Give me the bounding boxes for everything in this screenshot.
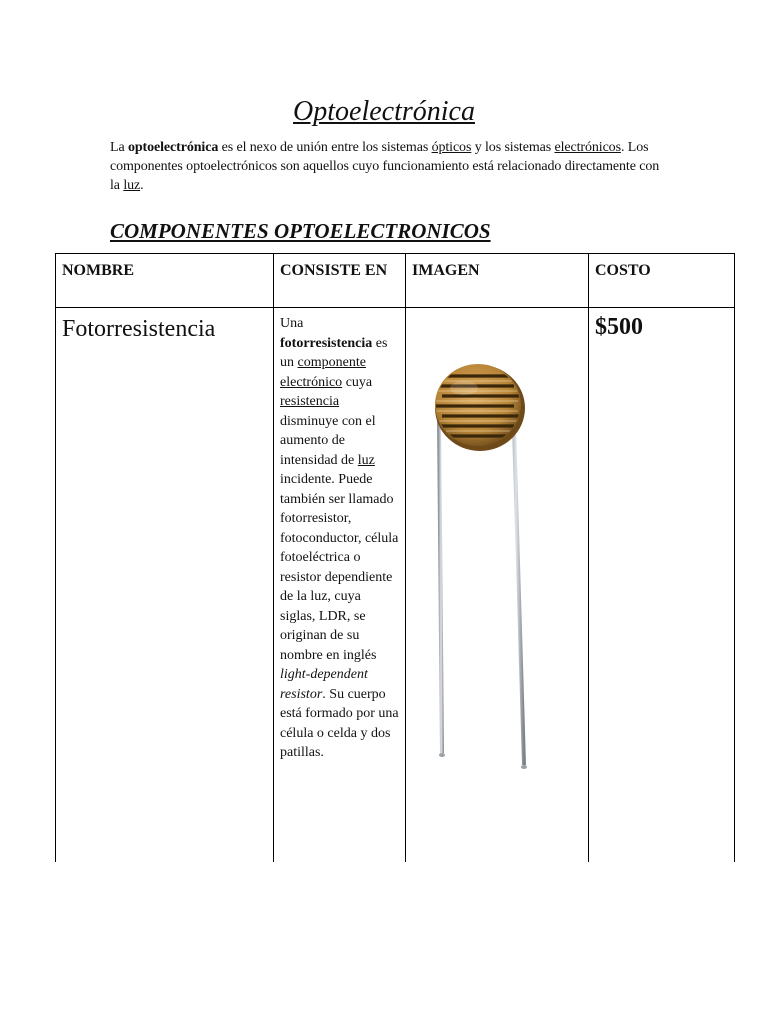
link-electronicos[interactable]: electrónicos — [554, 140, 621, 155]
intro-keyword: optoelectrónica — [127, 140, 219, 155]
intro-text: es el nexo de unión entre los sistemas — [218, 140, 432, 155]
header-consiste-en: CONSISTE EN — [274, 254, 406, 308]
intro-text: y los sistemas — [471, 140, 555, 155]
disc-highlight — [450, 381, 478, 395]
left-lead-tip — [439, 753, 445, 757]
component-image-cell — [406, 308, 589, 863]
link-componente-electronico[interactable]: componente electrónico — [280, 355, 366, 390]
section-title: COMPONENTES OPTOELECTRONICOS — [110, 219, 491, 243]
component-description — [274, 308, 406, 863]
page-title: Optoelectrónica — [293, 96, 475, 127]
sensor-traces — [436, 376, 520, 436]
desc-text: . Su cuerpo está formado por una célula o celda y dos patillas. — [280, 686, 399, 760]
desc-text: es un — [280, 335, 388, 370]
desc-text: disminuye con el aumento de intensidad de — [280, 413, 376, 468]
header-costo: COSTO — [589, 254, 735, 308]
components-table — [55, 253, 735, 862]
header-nombre: NOMBRE — [56, 254, 274, 308]
intro-paragraph — [110, 138, 670, 195]
photoresistor-image — [406, 308, 589, 850]
desc-keyword: fotorresistencia — [280, 335, 373, 351]
table-header-row — [56, 254, 735, 308]
desc-italic-term: light-dependent resistor — [280, 667, 368, 702]
desc-text: incidente. Puede también ser llamado fotorresistor, fotoconductor, célula fotoeléctrica o resistor dependiente de la luz, cuya siglas, LDR, se originan de su nombre en inglés — [280, 472, 399, 663]
table-row — [56, 308, 735, 863]
desc-text: Una — [280, 316, 304, 331]
component-name: Fotorresistencia — [56, 308, 274, 863]
link-resistencia[interactable]: resistencia — [280, 394, 340, 409]
desc-text: cuya — [342, 374, 373, 390]
component-cost: $500 — [589, 308, 735, 863]
link-luz-table[interactable]: luz — [357, 452, 375, 468]
link-luz[interactable]: luz — [123, 178, 141, 193]
right-lead — [508, 392, 524, 765]
intro-text: . — [140, 178, 144, 193]
header-imagen: IMAGEN — [406, 254, 589, 308]
left-lead — [438, 392, 444, 753]
intro-text: La — [110, 140, 128, 155]
right-lead-tip — [521, 765, 527, 769]
intro-text: . Los componentes optoelectrónicos son aquellos cuyo funcionamiento está relacionado directamente con la — [110, 140, 660, 193]
link-opticos[interactable]: ópticos — [431, 140, 472, 155]
